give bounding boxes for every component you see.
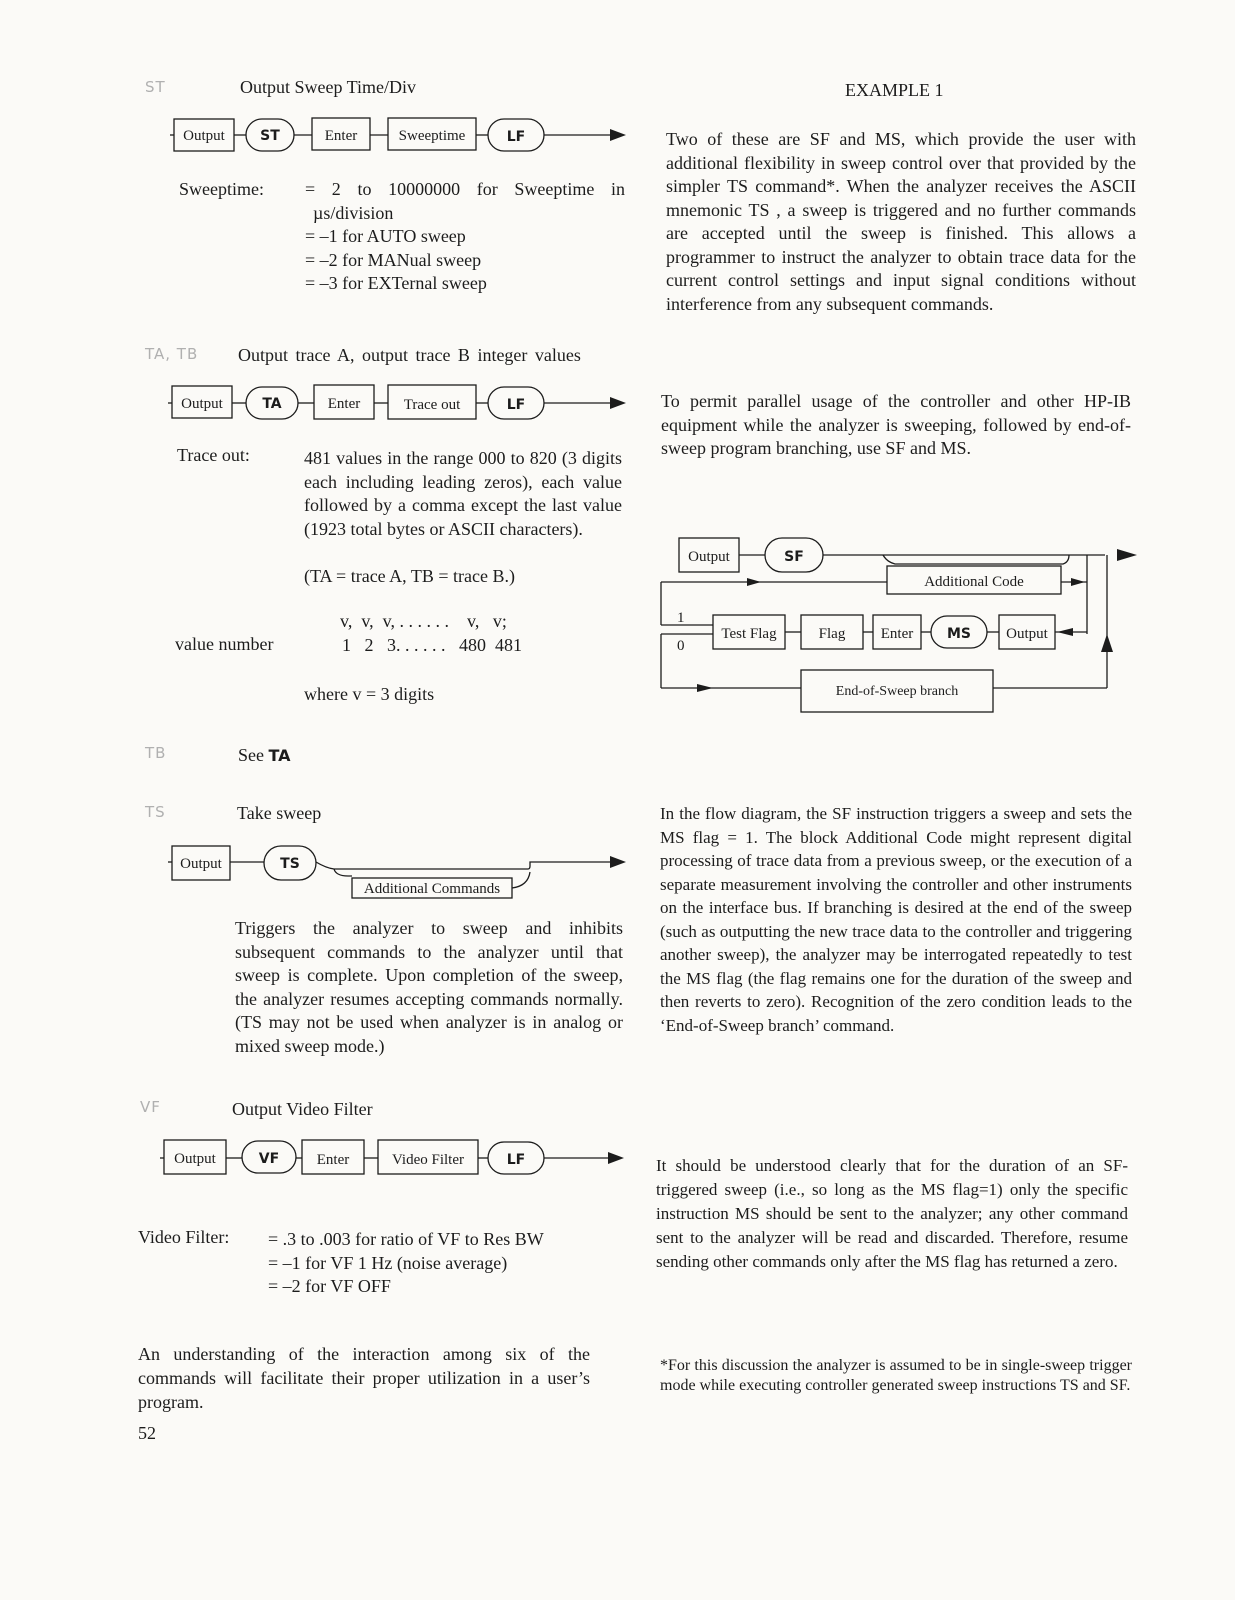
flow-ms: MS [946,626,972,642]
tb-mnemonic: TB [145,744,167,762]
st-param-line-3: = –1 for AUTO sweep [305,226,466,246]
tatb-syntax-diagram [168,380,630,426]
ts-diagram-ts: TS [280,856,300,872]
flow-test-flag: Test Flag [721,626,777,642]
flow-output-1: Output [688,549,730,565]
st-diagram-st: ST [260,128,280,144]
vf-param-line-3: = –2 for VF OFF [268,1276,391,1296]
st-title: Output Sweep Time/Div [240,77,417,97]
ts-title: Take sweep [237,803,322,823]
vf-diagram-lf: LF [506,1152,526,1168]
vf-diagram-vf: VF [258,1151,280,1167]
st-param-values [305,178,625,296]
tatb-diagram-trace-out: Trace out [403,397,461,413]
vf-param-line-2: = –1 for VF 1 Hz (noise average) [268,1252,508,1273]
example-paragraph-3: In the flow diagram, the SF instruction triggers a sweep and sets the MS flag = 1. The block Additional Code might represent digital processing of trace data from a previous sweep, or the execution of a separate measurement involving the controller and other instruments on the interface bus. If branching is desired at the end of the sweep (such as outputting the new trace data to the controller and triggering another sweep), the analyzer may be interrogated repeatedly to test the MS flag (the flag remains one for the duration of the sweep and then reverts to zero). Recognition of the zero condition leads to the ‘End-of-Sweep branch’ command. [660,804,1132,1035]
st-param-label: Sweeptime: [179,179,264,199]
vf-mnemonic: VF [140,1098,161,1116]
vf-param-line-1: = .3 to .003 for ratio of VF to Res BW [268,1229,544,1249]
tb-see-ref [238,745,291,766]
ts-diagram-additional-commands: Additional Commands [363,881,501,897]
flow-additional-code: Additional Code [924,574,1024,590]
ts-diagram-output: Output [180,856,222,872]
tatb-where-text: where v = 3 digits [304,684,435,704]
vf-diagram-enter: Enter [316,1152,350,1168]
example-paragraph-2: To permit parallel usage of the controller and other HP-IB equipment while the analyzer is sweeping, followed by end-of-sweep program branching, use SF and MS. [661,391,1131,458]
st-diagram-sweeptime: Sweeptime [398,128,466,144]
flow-flag: Flag [818,626,846,642]
tatb-diagram-ta: TA [262,396,282,412]
vf-param-values [268,1228,616,1299]
flow-zero: 0 [677,638,685,654]
vf-syntax-diagram [160,1134,630,1182]
vf-diagram-video-filter: Video Filter [391,1152,465,1168]
tatb-diagram-output: Output [181,396,223,412]
vf-param-label: Video Filter: [138,1227,230,1247]
tatb-diagram-enter: Enter [327,396,361,412]
st-param-line-5: = –3 for EXTernal sweep [305,273,487,293]
st-syntax-diagram [170,112,630,158]
ts-syntax-diagram [168,842,630,902]
tatb-values-line: v, v, v, . . . . . . v, v; [340,611,507,631]
tb-see-prefix: See [238,745,264,765]
example-title: EXAMPLE 1 [845,80,944,100]
example-paragraph-1: Two of these are SF and MS, which provide the user with additional flexibility in sweep control over that provided by the simpler TS command*. When the analyzer receives the ASCII mnemonic TS , a sweep is triggered and no further commands are accepted until the sweep is finished. This allows a programmer to instruct the analyzer to obtain trace data for the current control settings and input signal conditions without interference from any subsequent commands. [666,129,1136,314]
flow-enter: Enter [880,626,914,642]
sf-ms-flow-diagram [655,530,1145,720]
st-param-line-2: µs/division [313,202,394,223]
tatb-title: Output trace A, output trace B integer values [238,345,581,365]
vf-diagram-output: Output [174,1151,216,1167]
st-param-line-1: = 2 to 10000000 for Sweeptime in [305,179,625,199]
st-diagram-enter: Enter [324,128,358,144]
flow-output-2: Output [1006,626,1048,642]
tatb-numbers-line: 1 2 3. . . . . . 480 481 [342,635,522,655]
flow-sf: SF [784,549,804,565]
tatb-value-number-label: value number [175,634,274,654]
flow-eos-branch: End-of-Sweep branch [835,684,959,699]
tb-see-target: TA [268,746,291,765]
st-diagram-output: Output [183,128,225,144]
ts-mnemonic: TS [145,803,166,821]
example-paragraph-4: It should be understood clearly that for the duration of an SF-triggered sweep (i.e., so long as the MS flag=1) only the specific instruction MS should be sent to the analyzer; any other command sent to the analyzer will be read and discarded. Therefore, resume sending other commands only after the MS flag has returned a zero. [656,1156,1128,1271]
page-number: 52 [138,1423,156,1443]
st-param-line-4: = –2 for MANual sweep [305,249,482,270]
tatb-param-text: 481 values in the range 000 to 820 (3 digits each including leading zeros), each value followed by a comma except the last value (1923 total bytes or ASCII characters). [304,448,622,539]
tatb-mnemonic: TA, TB [145,345,199,363]
flow-one: 1 [677,610,685,626]
tatb-param-label: Trace out: [177,445,250,465]
st-mnemonic: ST [145,78,166,96]
vf-title: Output Video Filter [232,1099,373,1119]
tatb-param-note: (TA = trace A, TB = trace B.) [304,566,515,586]
footnote: *For this discussion the analyzer is assumed to be in single-sweep trigger mode while executing controller generated sweep instructions TS and SF. [660,1357,1132,1394]
closing-paragraph: An understanding of the interaction among six of the commands will facilitate their proper utilization in a user’s program. [138,1344,590,1412]
ts-description: Triggers the analyzer to sweep and inhibits subsequent commands to the analyzer until that sweep is complete. Upon completion of the sweep, the analyzer resumes accepting commands normally. (TS may not be used when analyzer is in analog or mixed sweep mode.) [235,918,623,1056]
st-diagram-lf: LF [506,129,526,145]
tatb-diagram-lf: LF [506,397,526,413]
